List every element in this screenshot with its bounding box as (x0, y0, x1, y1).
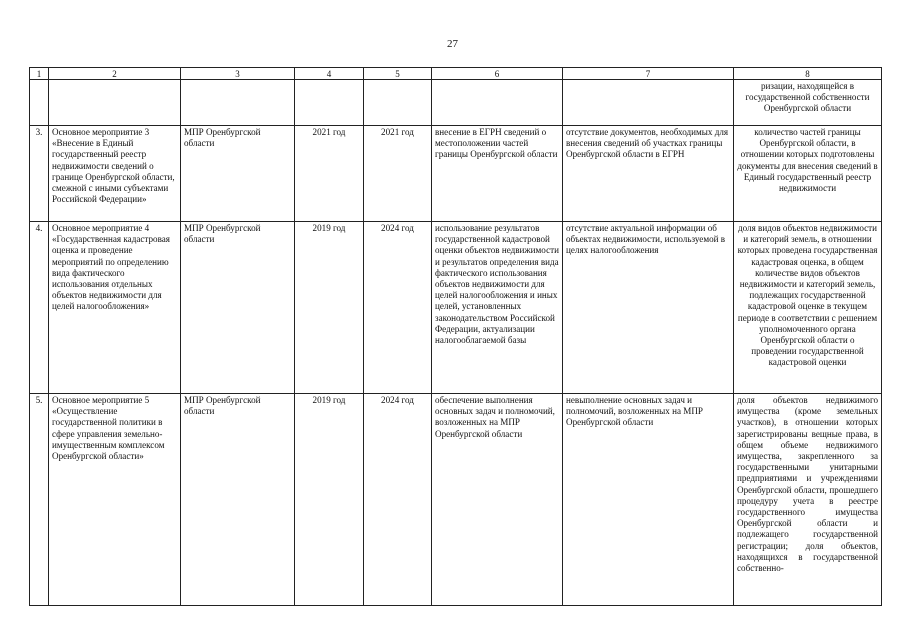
page-number: 27 (447, 38, 458, 50)
header-cell: 7 (563, 68, 734, 80)
end-year-cell: 2024 год (364, 222, 432, 394)
indicator-cell: доля видов объектов недвижимости и категорий земель, в отношении которых проведена государственная кадастровая оценка, в общем количестве видов объектов недвижимости и категорий земель, подлежащих государственной кадастровой оценке в текущем периоде в соответствии с решением уполномоченного органа Оренбургской области о проведении государственной кадастровой оценки (734, 222, 882, 394)
row-number: 4. (30, 222, 49, 394)
end-year-cell: 2021 год (364, 126, 432, 222)
executor-cell: МПР Оренбургской области (181, 222, 295, 394)
executor-cell: МПР Оренбургской области (181, 126, 295, 222)
header-row (30, 68, 882, 80)
event-cell: Основное мероприятие 5 «Осуществление государственной политики в сфере управления земельно-имущественным комплексом Оренбургской области» (49, 394, 181, 606)
table-row (30, 394, 882, 606)
row-number: 3. (30, 126, 49, 222)
table-row (30, 126, 882, 222)
header-cell: 6 (432, 68, 563, 80)
header-cell: 5 (364, 68, 432, 80)
indicator-cell: ризации, находящейся в государственной собственности Оренбургской области (734, 80, 882, 126)
header-cell: 8 (734, 68, 882, 80)
row-number: 5. (30, 394, 49, 606)
table-row (30, 222, 882, 394)
end-year-cell: 2024 год (364, 394, 432, 606)
start-year-cell: 2021 год (295, 126, 364, 222)
table-row-continuation (30, 80, 882, 126)
program-events-table (29, 67, 882, 606)
header-cell: 3 (181, 68, 295, 80)
result-cell: внесение в ЕГРН сведений о местоположении частей границы Оренбургской области (432, 126, 563, 222)
indicator-cell: доля объектов недвижимого имущества (кроме земельных участков), в отношении которых зарегистрированы вещные права, в общем объеме недвижимого имущества, закрепленного за государственными унитарными предприятиями и учреждениями Оренбургской области, прошедшего процедуру учета в реестре государственного имущества Оренбургской области и подлежащего государственной регистрации; доля объектов, находящихся в государственной собственно- (734, 394, 882, 606)
executor-cell: МПР Оренбургской области (181, 394, 295, 606)
indicator-cell: количество частей границы Оренбургской области, в отношении которых подготовлены документы для внесения сведений в Единый государственный реестр недвижимости (734, 126, 882, 222)
result-cell: использование результатов государственной кадастровой оценки объектов недвижимости и результатов определения вида фактического использования объектов недвижимости для целей налогообложения и иных целей, установленных законодательством Российской Федерации, актуализации налогооблагаемой базы (432, 222, 563, 394)
event-cell: Основное мероприятие 3 «Внесение в Единый государственный реестр недвижимости сведений о границе Оренбургской области, смежной с иными субъектами Российской Федерации» (49, 126, 181, 222)
consequences-cell: невыполнение основных задач и полномочий, возложенных на МПР Оренбургской области (563, 394, 734, 606)
result-cell: обеспечение выполнения основных задач и полномочий, возложенных на МПР Оренбургской области (432, 394, 563, 606)
start-year-cell: 2019 год (295, 394, 364, 606)
header-cell: 2 (49, 68, 181, 80)
consequences-cell: отсутствие актуальной информации об объектах недвижимости, используемой в целях налогообложения (563, 222, 734, 394)
consequences-cell: отсутствие документов, необходимых для внесения сведений об участках границы Оренбургской области в ЕГРН (563, 126, 734, 222)
header-cell: 4 (295, 68, 364, 80)
start-year-cell: 2019 год (295, 222, 364, 394)
event-cell: Основное мероприятие 4 «Государственная кадастровая оценка и проведение мероприятий по определению вида фактического использования отдельных объектов недвижимости для целей налогообложения» (49, 222, 181, 394)
header-cell: 1 (30, 68, 49, 80)
